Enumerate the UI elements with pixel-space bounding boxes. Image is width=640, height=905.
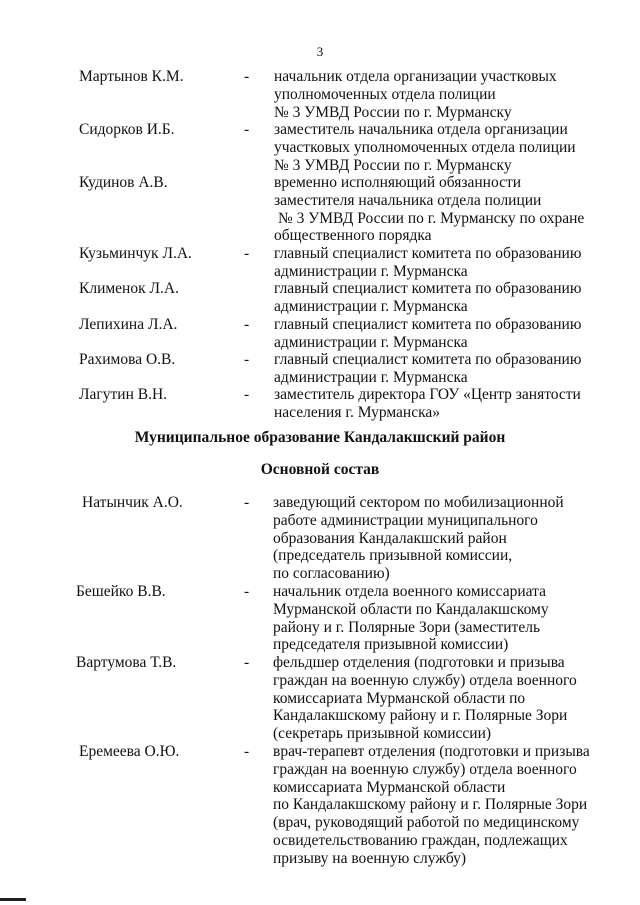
member-position xyxy=(273,654,577,743)
position-line: № 3 УМВД России по г. Мурманску xyxy=(274,156,512,174)
member-dash: - xyxy=(244,494,250,511)
position-line: заместитель начальника отдела организации xyxy=(274,121,568,138)
member-position xyxy=(274,351,581,387)
member-name: Бешейко В.В. xyxy=(76,583,166,600)
position-line: администрации г. Мурманска xyxy=(274,333,468,351)
position-line: администрации г. Мурманска xyxy=(274,262,468,280)
position-line: населения г. Мурманска» xyxy=(274,403,441,421)
position-line: общественного порядка xyxy=(274,227,432,245)
position-line: работе администрации муниципального xyxy=(273,511,538,529)
position-line: председателя призывной комиссии) xyxy=(273,636,509,654)
position-line: призыву на военную службу) xyxy=(273,849,467,867)
position-line: по Кандалакшскому району и г. Полярные Зори xyxy=(273,796,588,814)
member-name: Лепихина Л.А. xyxy=(79,316,178,333)
position-line: участковых уполномоченных отдела полиции xyxy=(274,138,576,156)
position-line: № 3 УМВД России по г. Мурманску по охране xyxy=(278,209,585,227)
position-line: Мурманской области по Кандалакшскому xyxy=(273,600,549,618)
position-line: заведующий сектором по мобилизационной xyxy=(273,494,564,511)
position-line: главный специалист комитета по образованию xyxy=(274,351,582,368)
position-line: администрации г. Мурманска xyxy=(274,368,468,386)
position-line: освидетельствованию граждан, подлежащих xyxy=(273,831,568,849)
member-name: Кузьминчук Л.А. xyxy=(79,245,192,262)
position-line: временно исполняющий обязанности xyxy=(274,174,522,191)
position-line: уполномоченных отдела полиции xyxy=(274,85,496,103)
member-position xyxy=(274,174,584,245)
member-position xyxy=(274,280,581,316)
member-name: Вартумова Т.В. xyxy=(76,654,177,671)
member-dash: - xyxy=(244,68,250,85)
position-line: главный специалист комитета по образованию xyxy=(274,316,582,333)
position-line: (секретарь призывной комиссии) xyxy=(273,725,492,743)
member-position xyxy=(273,494,564,583)
member-name: Еремеева О.Ю. xyxy=(79,743,180,760)
scan-edge-mark xyxy=(0,898,26,901)
member-name: Натынчик А.О. xyxy=(82,494,183,511)
position-line: граждан на военную службу) отдела военного xyxy=(273,760,577,778)
member-position xyxy=(273,743,590,868)
member-dash: - xyxy=(244,583,250,600)
member-position xyxy=(274,121,576,174)
position-line: (врач, руководящий работой по медицинскому xyxy=(273,814,580,832)
position-line: заместителя начальника отдела полиции xyxy=(274,191,542,209)
position-line: начальник отдела организации участковых xyxy=(274,68,557,85)
position-line: по согласованию) xyxy=(273,565,390,583)
member-name: Рахимова О.В. xyxy=(79,351,176,368)
member-name: Сидорков И.Б. xyxy=(79,121,175,138)
member-name: Клименок Л.А. xyxy=(79,280,179,297)
position-line: фельдшер отделения (подготовки и призыва xyxy=(273,654,565,671)
member-position xyxy=(274,316,581,352)
position-line: врач-терапевт отделения (подготовки и призыва xyxy=(273,743,590,760)
position-line: главный специалист комитета по образованию xyxy=(274,245,582,262)
position-line: образования Кандалакшский район xyxy=(273,529,507,547)
member-dash: - xyxy=(244,351,250,368)
position-line: району и г. Полярные Зори (заместитель xyxy=(273,618,541,636)
member-position xyxy=(273,583,549,654)
municipality-heading: Муниципальное образование Кандалакшский район xyxy=(134,429,506,446)
position-line: № 3 УМВД России по г. Мурманску xyxy=(274,103,512,121)
position-line: комиссариата Мурманской области по xyxy=(273,689,526,707)
member-dash: - xyxy=(244,654,250,671)
position-line: комиссариата Мурманской области xyxy=(273,778,506,796)
member-dash: - xyxy=(244,386,250,403)
member-dash: - xyxy=(244,743,250,760)
position-line: начальник отдела военного комиссариата xyxy=(273,583,546,600)
position-line: главный специалист комитета по образованию xyxy=(274,280,582,297)
position-line: Кандалакшскому району и г. Полярные Зори xyxy=(273,707,568,725)
member-name: Кудинов А.В. xyxy=(79,174,168,191)
member-dash: - xyxy=(244,121,250,138)
member-name: Лагутин В.Н. xyxy=(79,386,168,403)
member-position xyxy=(274,245,581,281)
member-position xyxy=(274,386,581,422)
member-dash: - xyxy=(244,316,250,333)
position-line: администрации г. Мурманска xyxy=(274,297,468,315)
main-composition-heading: Основной состав xyxy=(260,461,380,478)
position-line: граждан на военную службу) отдела военного xyxy=(273,671,577,689)
member-position xyxy=(274,68,557,121)
page-number: 3 xyxy=(316,44,324,59)
member-name: Мартынов К.М. xyxy=(79,68,184,85)
member-dash: - xyxy=(244,245,250,262)
position-line: (председатель призывной комиссии, xyxy=(273,547,513,565)
position-line: заместитель директора ГОУ «Центр занятости xyxy=(274,386,581,403)
